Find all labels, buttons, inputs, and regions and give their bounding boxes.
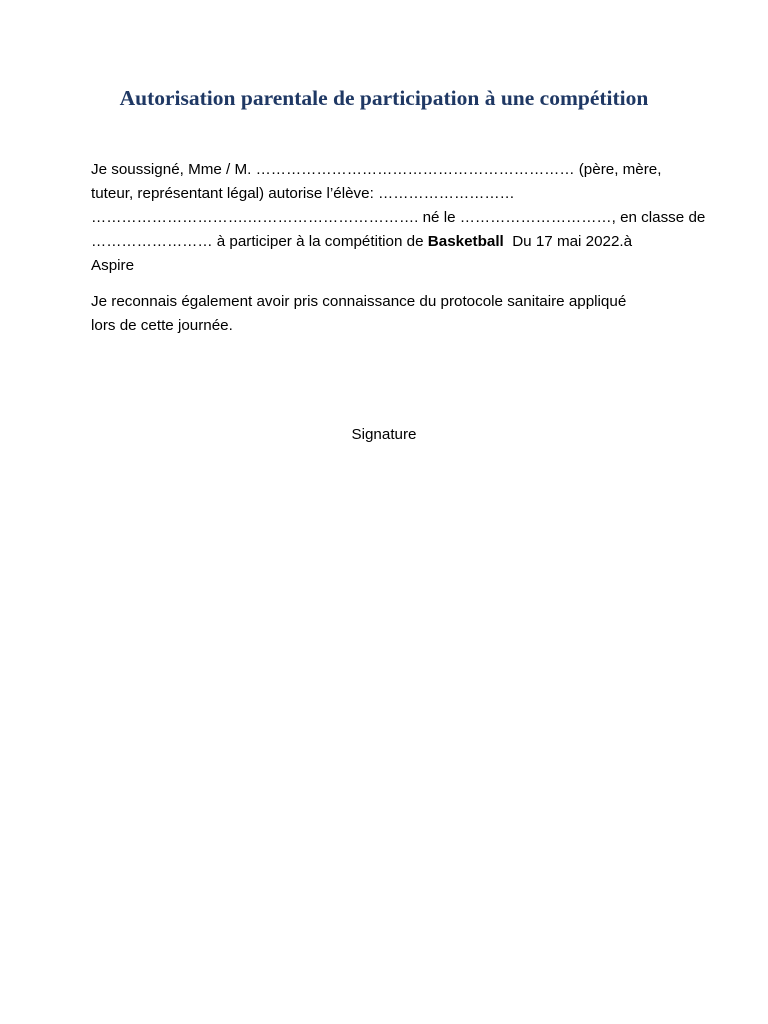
paragraph-line: Je reconnais également avoir pris connaissance du protocole sanitaire appliqué bbox=[91, 293, 627, 310]
competition-date: Du 17 mai 2022.à bbox=[503, 233, 633, 250]
paragraph-line: Je soussigné, Mme / M. ……………………………………………………… (père, mère, bbox=[91, 161, 662, 178]
protocol-paragraph bbox=[91, 290, 681, 338]
paragraph-line: lors de cette journée. bbox=[91, 317, 233, 334]
document-title: Autorisation parentale de participation à une compétition bbox=[119, 86, 649, 110]
paragraph-line: tuteur, représentant légal) autorise l’élève: ……………………… bbox=[91, 185, 515, 202]
paragraph-line bbox=[91, 230, 681, 254]
paragraph-line: Aspire bbox=[91, 257, 135, 274]
paragraph-line: ………………………….……………………………. né le …………………………, en classe de bbox=[91, 209, 706, 226]
authorization-paragraph bbox=[91, 158, 706, 278]
signature-label: Signature bbox=[351, 426, 417, 443]
competition-text: …………………… à participer à la compétition de bbox=[91, 233, 428, 250]
sport-name: Basketball bbox=[427, 233, 504, 250]
